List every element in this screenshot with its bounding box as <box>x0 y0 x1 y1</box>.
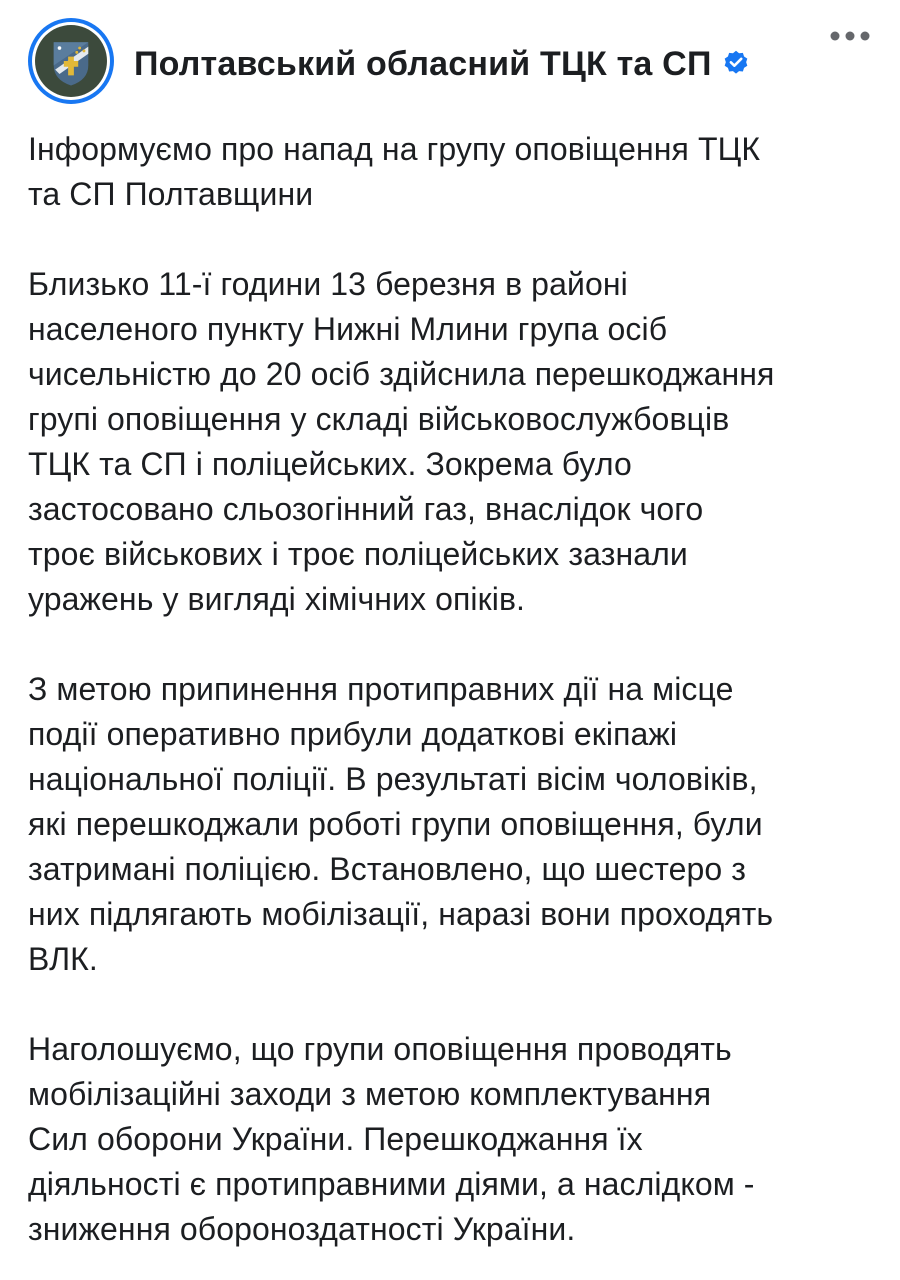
post-paragraph-2 <box>28 262 878 622</box>
text-line: діяльності є протиправними діями, а наслідком - <box>28 1166 755 1202</box>
post-paragraph-3 <box>28 667 878 982</box>
page-name[interactable] <box>134 42 750 86</box>
text-line: З метою припинення протиправних дії на місце <box>28 671 734 707</box>
text-line: затримані поліцією. Встановлено, що шестеро з <box>28 851 747 887</box>
text-line: Інформуємо про напад на групу оповіщення ТЦК <box>28 131 761 167</box>
text-line: уражень у вигляді хімічних опіків. <box>28 581 526 617</box>
text-line: ТЦК та СП і поліцейських. Зокрема було <box>28 446 632 482</box>
text-line: Близько 11-ї години 13 березня в районі <box>28 266 628 302</box>
text-line: національної поліції. В результаті вісім чоловіків, <box>28 761 758 797</box>
text-line: події оперативно прибули додаткові екіпажі <box>28 716 678 752</box>
text-line: троє військових і троє поліцейських зазнали <box>28 536 688 572</box>
text-line: Сил оборони України. Перешкоджання їх <box>28 1121 643 1157</box>
page-avatar[interactable] <box>28 18 114 104</box>
post-text <box>28 127 878 1252</box>
text-line: населеного пункту Нижні Млини група осіб <box>28 311 668 347</box>
text-line: Наголошуємо, що групи оповіщення проводять <box>28 1031 732 1067</box>
text-line: застосовано сльозогінний газ, внаслідок чого <box>28 491 704 527</box>
text-line: які перешкоджали роботі групи оповіщення, були <box>28 806 763 842</box>
text-line: мобілізаційні заходи з метою комплектування <box>28 1076 712 1112</box>
verified-badge-icon <box>722 49 750 77</box>
text-line: та СП Полтавщини <box>28 176 314 212</box>
text-line: них підлягають мобілізації, наразі вони проходять <box>28 896 774 932</box>
page-name-text[interactable]: Полтавський обласний ТЦК та СП <box>134 45 712 83</box>
post-paragraph-1 <box>28 127 878 217</box>
post-header <box>0 0 900 125</box>
text-line: зниження обороноздатності України. <box>28 1211 576 1247</box>
more-horizontal-icon[interactable] <box>828 22 872 50</box>
military-emblem-icon <box>32 22 110 100</box>
text-line: ВЛК. <box>28 941 98 977</box>
text-line: чисельністю до 20 осіб здійснила перешкоджання <box>28 356 775 392</box>
text-line: групі оповіщення у складі військовослужбовців <box>28 401 730 437</box>
post-paragraph-4 <box>28 1027 878 1252</box>
